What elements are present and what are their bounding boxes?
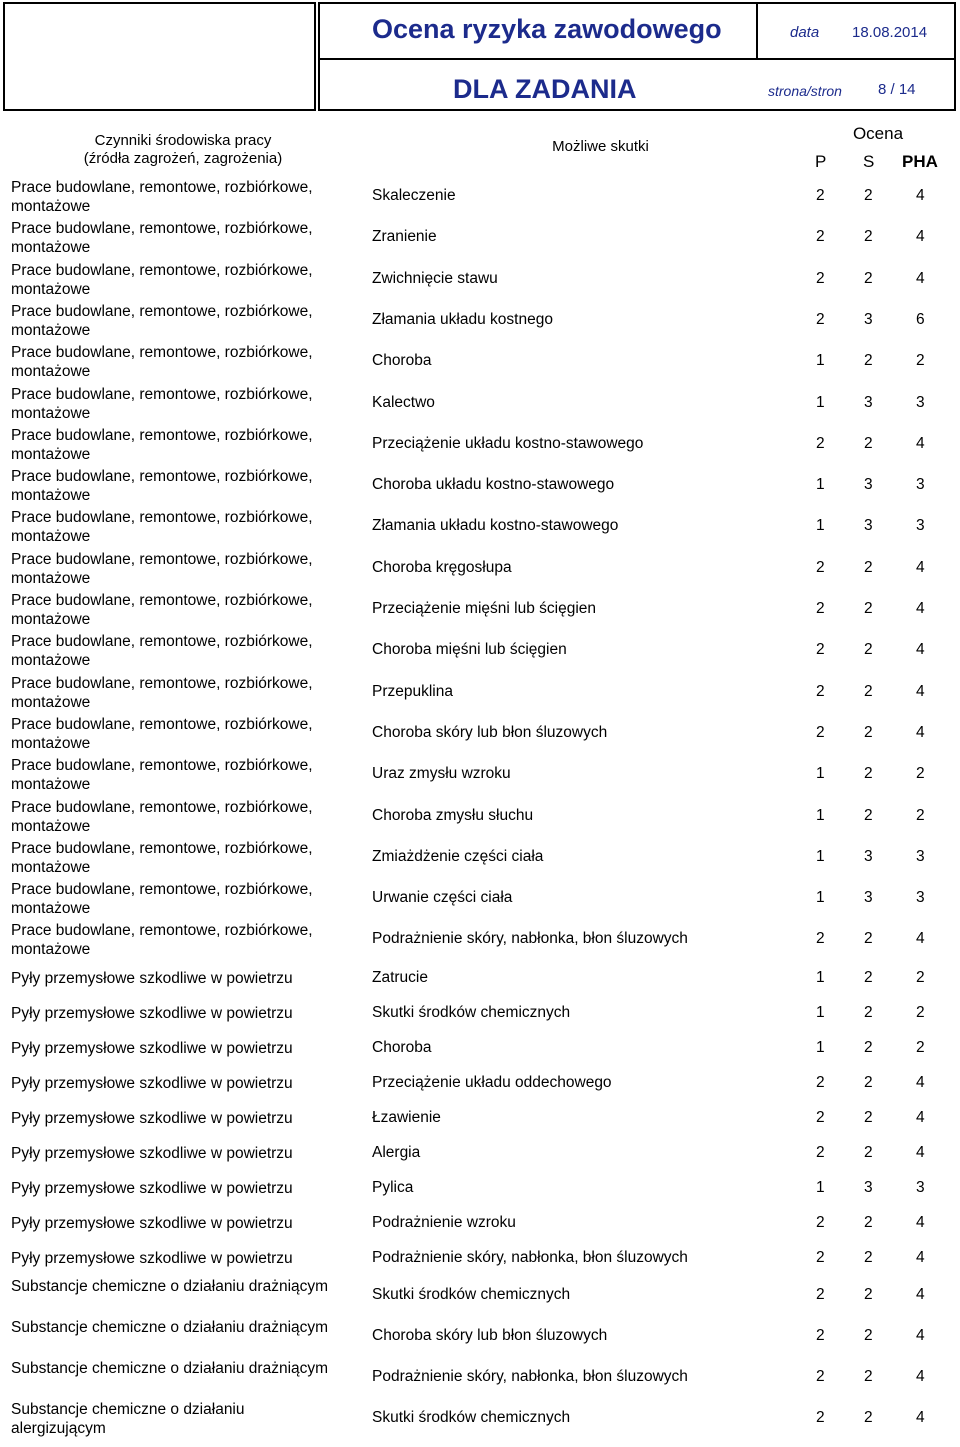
p-cell: 2 — [816, 187, 825, 204]
p-cell: 1 — [816, 1039, 825, 1057]
column-header-p: P — [815, 152, 827, 171]
factor-cell: Pyły przemysłowe szkodliwe w powietrzu — [11, 1250, 293, 1268]
s-cell: 3 — [864, 847, 873, 865]
pha-cell: 6 — [916, 310, 925, 328]
pha-cell: 3 — [916, 889, 925, 907]
factor-cell: Pyły przemysłowe szkodliwe w powietrzu — [11, 1075, 293, 1093]
factor-cell: Prace budowlane, remontowe, rozbiórkowe, montażowe — [11, 798, 313, 835]
s-cell: 2 — [864, 1327, 873, 1345]
p-cell: 2 — [816, 641, 825, 659]
document-title: Ocena ryzyka zawodowego — [372, 14, 722, 44]
effect-cell: Uraz zmysłu wzroku — [372, 765, 511, 783]
factor-cell: Prace budowlane, remontowe, rozbiórkowe, montażowe — [11, 509, 313, 546]
p-cell: 1 — [816, 847, 825, 865]
factor-cell: Prace budowlane, remontowe, rozbiórkowe, montażowe — [11, 881, 313, 918]
s-cell: 2 — [864, 558, 873, 576]
factor-cell: Substancje chemiczne o działaniu alergizującym — [11, 1401, 245, 1438]
effect-cell: Podrażnienie wzroku — [372, 1214, 516, 1232]
pha-cell: 4 — [916, 930, 925, 948]
effect-cell: Zranienie — [372, 228, 437, 246]
effect-cell: Zwichnięcie stawu — [372, 269, 498, 287]
pha-cell: 4 — [916, 1249, 925, 1267]
p-cell: 2 — [816, 1074, 825, 1092]
s-cell: 2 — [864, 1039, 873, 1057]
pha-cell: 3 — [916, 476, 925, 494]
effect-cell: Choroba układu kostno-stawowego — [372, 476, 615, 494]
s-cell: 2 — [864, 352, 873, 370]
pha-cell: 4 — [916, 1109, 925, 1127]
s-cell: 3 — [864, 517, 873, 535]
factor-cell: Prace budowlane, remontowe, rozbiórkowe, montażowe — [11, 922, 313, 959]
s-cell: 3 — [864, 476, 873, 494]
pha-cell: 2 — [916, 806, 925, 824]
p-cell: 2 — [816, 1144, 825, 1162]
p-cell: 2 — [816, 600, 825, 617]
pha-cell: 4 — [916, 434, 925, 452]
pha-cell: 2 — [916, 1004, 925, 1022]
s-cell: 2 — [864, 765, 873, 783]
effect-cell: Choroba skóry lub błon śluzowych — [372, 723, 608, 741]
s-cell: 2 — [864, 806, 873, 824]
logo-box — [3, 2, 316, 111]
page-value: 8 / 14 — [878, 81, 916, 98]
page-label: strona/stron — [768, 83, 842, 99]
effect-cell: Przepuklina — [372, 682, 453, 700]
p-cell: 1 — [816, 476, 825, 494]
s-cell: 2 — [864, 641, 873, 659]
factor-cell: Substancje chemiczne o działaniu drażniącym — [11, 1278, 329, 1296]
effect-cell: Złamania układu kostno-stawowego — [372, 517, 619, 535]
s-cell: 2 — [864, 1286, 873, 1304]
factor-cell: Substancje chemiczne o działaniu drażniącym — [11, 1360, 329, 1378]
pha-cell: 3 — [916, 393, 925, 411]
column-header-factors — [3, 132, 363, 168]
column-header-rating: Ocena — [852, 124, 904, 143]
pha-cell: 2 — [916, 765, 925, 783]
p-cell: 1 — [816, 889, 825, 907]
s-cell: 3 — [864, 393, 873, 411]
pha-cell: 2 — [916, 969, 925, 987]
p-cell: 1 — [816, 393, 825, 411]
s-cell: 2 — [864, 1368, 873, 1386]
pha-cell: 4 — [916, 641, 925, 659]
header-divider — [756, 4, 758, 58]
factor-cell: Pyły przemysłowe szkodliwe w powietrzu — [11, 1180, 293, 1198]
s-cell: 2 — [864, 1144, 873, 1162]
factor-cell: Prace budowlane, remontowe, rozbiórkowe, montażowe — [11, 839, 313, 876]
effect-cell: Przeciążenie mięśni lub ścięgien — [372, 600, 597, 617]
effect-cell: Choroba — [372, 352, 432, 370]
effect-cell: Podrażnienie skóry, nabłonka, błon śluzowych — [372, 930, 688, 948]
pha-cell: 4 — [916, 1368, 925, 1386]
effect-cell: Złamania układu kostnego — [372, 310, 553, 328]
s-cell: 3 — [864, 1179, 873, 1197]
effect-cell: Przeciążenie układu oddechowego — [372, 1074, 612, 1092]
s-cell: 2 — [864, 1409, 873, 1427]
s-cell: 2 — [864, 1249, 873, 1267]
p-cell: 2 — [816, 228, 825, 246]
effect-cell: Skaleczenie — [372, 187, 456, 204]
effect-cell: Skutki środków chemicznych — [372, 1409, 571, 1427]
pha-cell: 3 — [916, 1179, 925, 1197]
p-cell: 1 — [816, 765, 825, 783]
factor-cell: Pyły przemysłowe szkodliwe w powietrzu — [11, 970, 293, 988]
factor-cell: Prace budowlane, remontowe, rozbiórkowe, montażowe — [11, 633, 313, 670]
pha-cell: 4 — [916, 269, 925, 287]
effect-cell: Choroba — [372, 1039, 432, 1057]
pha-cell: 4 — [916, 600, 925, 617]
effect-cell: Łzawienie — [372, 1109, 441, 1127]
pha-cell: 2 — [916, 1039, 925, 1057]
s-cell: 3 — [864, 889, 873, 907]
p-cell: 2 — [816, 269, 825, 287]
p-cell: 1 — [816, 969, 825, 987]
factor-cell: Pyły przemysłowe szkodliwe w powietrzu — [11, 1005, 293, 1023]
effect-cell: Pylica — [372, 1179, 414, 1197]
s-cell: 2 — [864, 969, 873, 987]
column-header-factors-line1: Czynniki środowiska pracy — [94, 132, 272, 149]
pha-cell: 4 — [916, 1327, 925, 1345]
s-cell: 2 — [864, 600, 873, 617]
factor-cell: Pyły przemysłowe szkodliwe w powietrzu — [11, 1145, 293, 1163]
pha-cell: 4 — [916, 723, 925, 741]
factor-cell: Prace budowlane, remontowe, rozbiórkowe, montażowe — [11, 550, 313, 587]
factor-cell: Prace budowlane, remontowe, rozbiórkowe, montażowe — [11, 385, 313, 422]
column-header-s: S — [863, 152, 875, 171]
pha-cell: 4 — [916, 1144, 925, 1162]
pha-cell: 4 — [916, 1409, 925, 1427]
document-header — [318, 2, 956, 111]
factor-cell: Pyły przemysłowe szkodliwe w powietrzu — [11, 1040, 293, 1058]
document-subtitle: DLA ZADANIA — [453, 74, 637, 104]
header-row-title — [320, 4, 954, 58]
pha-cell: 4 — [916, 682, 925, 700]
factor-cell: Pyły przemysłowe szkodliwe w powietrzu — [11, 1110, 293, 1128]
s-cell: 2 — [864, 434, 873, 452]
pha-cell: 4 — [916, 558, 925, 576]
date-label: data — [790, 24, 820, 41]
s-cell: 2 — [864, 269, 873, 287]
effect-cell: Skutki środków chemicznych — [372, 1004, 571, 1022]
p-cell: 2 — [816, 1109, 825, 1127]
effect-cell: Podrażnienie skóry, nabłonka, błon śluzowych — [372, 1249, 688, 1267]
factor-cell: Prace budowlane, remontowe, rozbiórkowe, montażowe — [11, 220, 313, 257]
s-cell: 2 — [864, 187, 873, 204]
p-cell: 1 — [816, 806, 825, 824]
p-cell: 1 — [816, 1004, 825, 1022]
header-row-subtitle — [320, 58, 954, 113]
factor-cell: Pyły przemysłowe szkodliwe w powietrzu — [11, 1215, 293, 1233]
s-cell: 2 — [864, 723, 873, 741]
factor-cell: Prace budowlane, remontowe, rozbiórkowe, montażowe — [11, 468, 313, 505]
p-cell: 1 — [816, 517, 825, 535]
factor-cell: Prace budowlane, remontowe, rozbiórkowe, montażowe — [11, 674, 313, 711]
effect-cell: Przeciążenie układu kostno-stawowego — [372, 434, 644, 452]
p-cell: 1 — [816, 352, 825, 370]
factor-cell: Prace budowlane, remontowe, rozbiórkowe, montażowe — [11, 344, 313, 381]
s-cell: 2 — [864, 228, 873, 246]
factor-cell: Prace budowlane, remontowe, rozbiórkowe, montażowe — [11, 592, 313, 628]
s-cell: 2 — [864, 1074, 873, 1092]
effect-cell: Alergia — [372, 1144, 421, 1162]
factor-cell: Prace budowlane, remontowe, rozbiórkowe, montażowe — [11, 757, 313, 794]
s-cell: 2 — [864, 1004, 873, 1022]
p-cell: 2 — [816, 1368, 825, 1386]
pha-cell: 4 — [916, 1214, 925, 1232]
pha-cell: 4 — [916, 1074, 925, 1092]
p-cell: 2 — [816, 1409, 825, 1427]
p-cell: 2 — [816, 682, 825, 700]
p-cell: 2 — [816, 434, 825, 452]
pha-cell: 4 — [916, 1286, 925, 1304]
p-cell: 2 — [816, 723, 825, 741]
pha-cell: 3 — [916, 847, 925, 865]
effect-cell: Skutki środków chemicznych — [372, 1286, 571, 1304]
effect-cell: Zatrucie — [372, 969, 428, 987]
p-cell: 2 — [816, 1286, 825, 1304]
s-cell: 2 — [864, 1109, 873, 1127]
effect-cell: Zmiażdżenie części ciała — [372, 847, 544, 865]
effect-cell: Choroba skóry lub błon śluzowych — [372, 1327, 608, 1345]
s-cell: 2 — [864, 930, 873, 948]
s-cell: 3 — [864, 310, 873, 328]
effect-cell: Choroba zmysłu słuchu — [372, 806, 534, 824]
p-cell: 2 — [816, 310, 825, 328]
pha-cell: 3 — [916, 517, 925, 535]
p-cell: 2 — [816, 1249, 825, 1267]
pha-cell: 2 — [916, 352, 925, 370]
pha-cell: 4 — [916, 187, 925, 204]
factor-cell: Prace budowlane, remontowe, rozbiórkowe, montażowe — [11, 302, 313, 339]
s-cell: 2 — [864, 1214, 873, 1232]
p-cell: 2 — [816, 930, 825, 948]
factor-cell: Substancje chemiczne o działaniu drażniącym — [11, 1319, 329, 1337]
column-header-factors-line2: (źródła zagrożeń, zagrożenia) — [83, 150, 283, 167]
effect-cell: Choroba kręgosłupa — [372, 558, 512, 576]
p-cell: 2 — [816, 1327, 825, 1345]
factor-cell: Prace budowlane, remontowe, rozbiórkowe, montażowe — [11, 261, 313, 298]
pha-cell: 4 — [916, 228, 925, 246]
factor-cell: Prace budowlane, remontowe, rozbiórkowe, montażowe — [11, 179, 313, 215]
factor-cell: Prace budowlane, remontowe, rozbiórkowe, montażowe — [11, 715, 313, 752]
effect-cell: Kalectwo — [372, 393, 435, 411]
column-header-effects: Możliwe skutki — [552, 138, 649, 155]
p-cell: 2 — [816, 1214, 825, 1232]
column-header-pha: PHA — [902, 152, 938, 171]
effect-cell: Podrażnienie skóry, nabłonka, błon śluzowych — [372, 1368, 688, 1386]
date-value: 18.08.2014 — [852, 24, 928, 41]
p-cell: 1 — [816, 1179, 825, 1197]
factor-cell: Prace budowlane, remontowe, rozbiórkowe, montażowe — [11, 426, 313, 463]
s-cell: 2 — [864, 682, 873, 700]
effect-cell: Urwanie części ciała — [372, 889, 513, 907]
effect-cell: Choroba mięśni lub ścięgien — [372, 641, 567, 659]
p-cell: 2 — [816, 558, 825, 576]
